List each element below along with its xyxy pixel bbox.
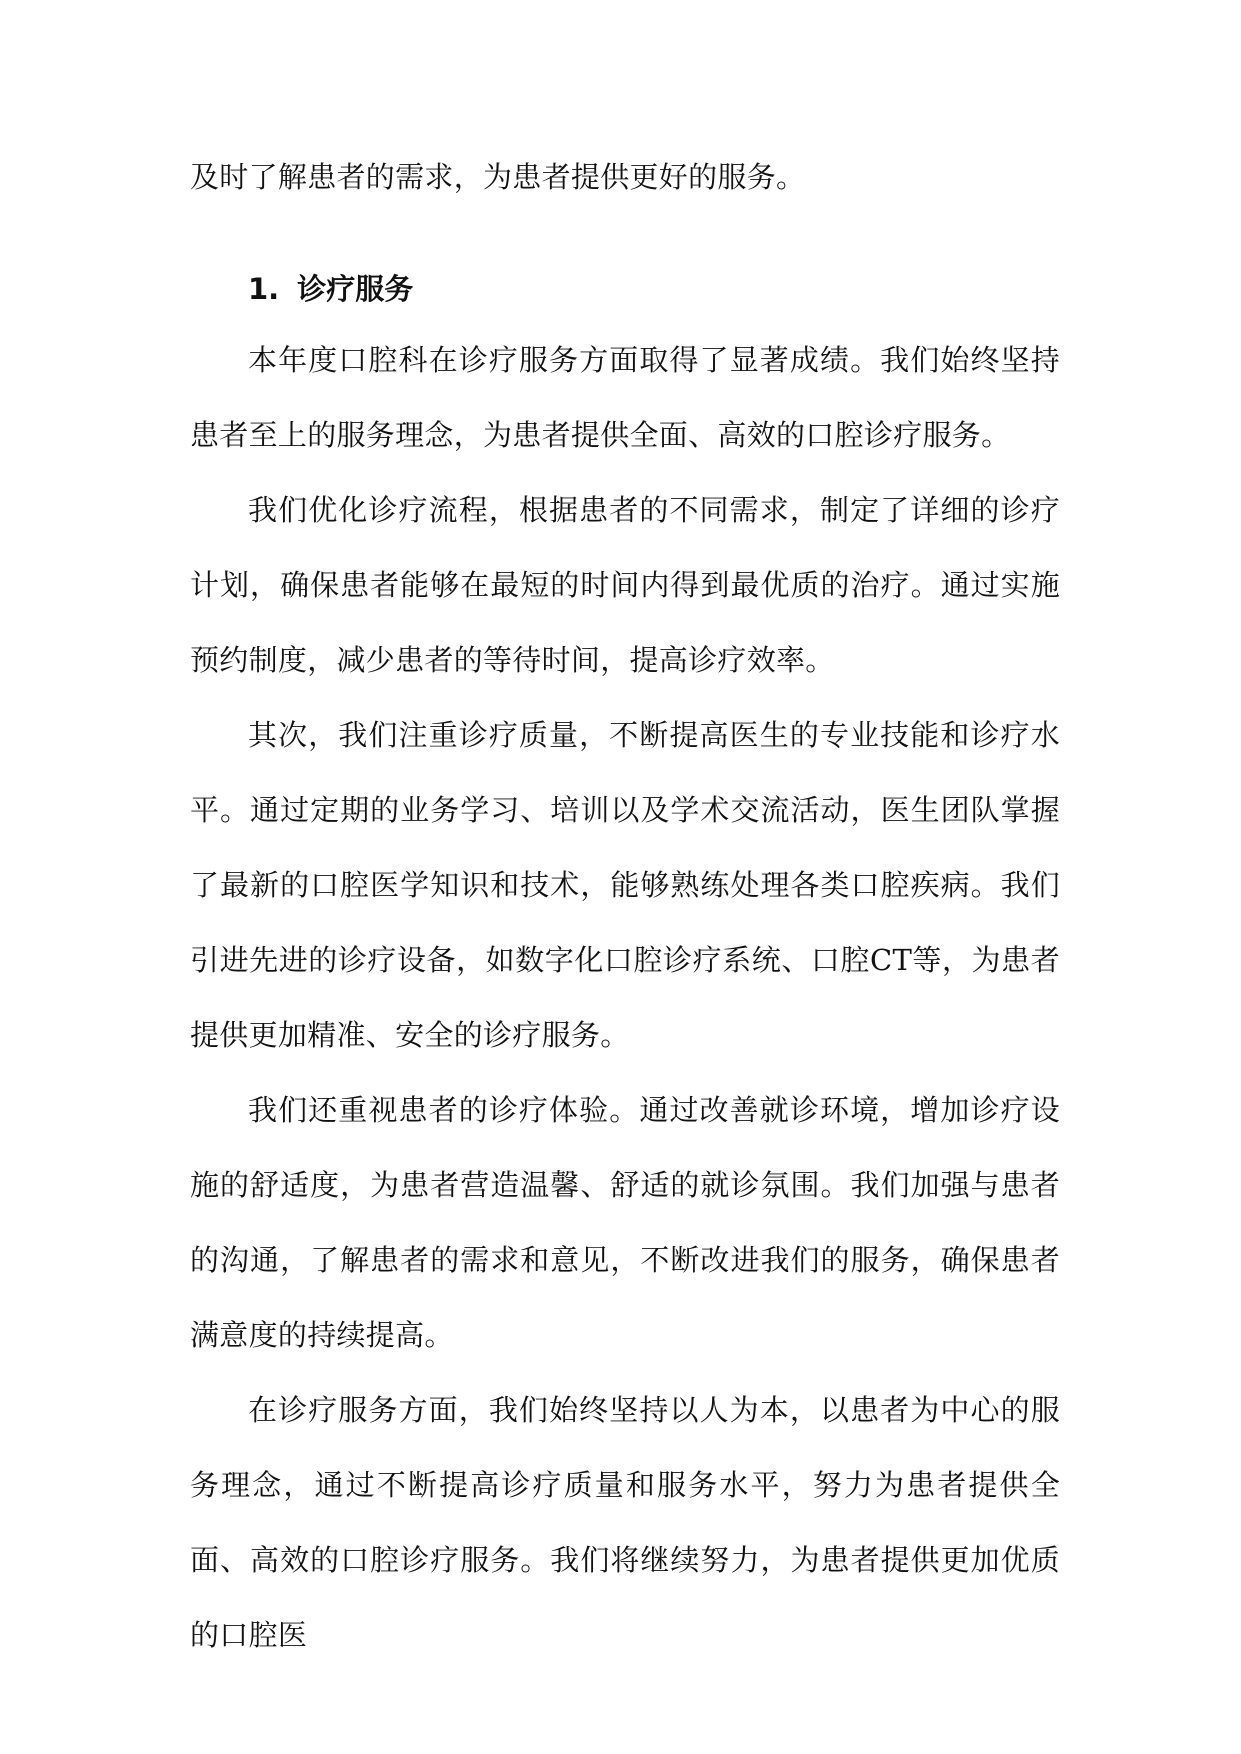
body-paragraph-1: 本年度口腔科在诊疗服务方面取得了显著成绩。我们始终坚持患者至上的服务理念，为患者提供全面、高效的口腔诊疗服务。 xyxy=(190,343,1060,452)
section-title: 诊疗服务 xyxy=(297,272,414,306)
body-paragraph-5: 在诊疗服务方面，我们始终坚持以人为本，以患者为中心的服务理念，通过不断提高诊疗质量和服务水平，努力为患者提供全面、高效的口腔诊疗服务。我们将继续努力，为患者提供更加优质的口腔医 xyxy=(190,1393,1060,1652)
section-number: 1. xyxy=(248,272,280,306)
continuation-paragraph: 及时了解患者的需求，为患者提供更好的服务。 xyxy=(190,160,806,194)
text-column xyxy=(190,140,1060,1673)
section-heading xyxy=(190,255,1060,323)
body-paragraph-3: 其次，我们注重诊疗质量，不断提高医生的专业技能和诊疗水平。通过定期的业务学习、培训以及学术交流活动，医生团队掌握了最新的口腔医学知识和技术，能够熟练处理各类口腔疾病。我们引进先进的诊疗设备，如数字化口腔诊疗系统、口腔CT等，为患者提供更加精准、安全的诊疗服务。 xyxy=(190,718,1060,1052)
body-paragraph-2: 我们优化诊疗流程，根据患者的不同需求，制定了详细的诊疗计划，确保患者能够在最短的时间内得到最优质的治疗。通过实施预约制度，减少患者的等待时间，提高诊疗效率。 xyxy=(190,493,1060,677)
body-paragraph-4: 我们还重视患者的诊疗体验。通过改善就诊环境，增加诊疗设施的舒适度，为患者营造温馨、舒适的就诊氛围。我们加强与患者的沟通，了解患者的需求和意见，不断改进我们的服务，确保患者满意度的持续提高。 xyxy=(190,1093,1060,1352)
